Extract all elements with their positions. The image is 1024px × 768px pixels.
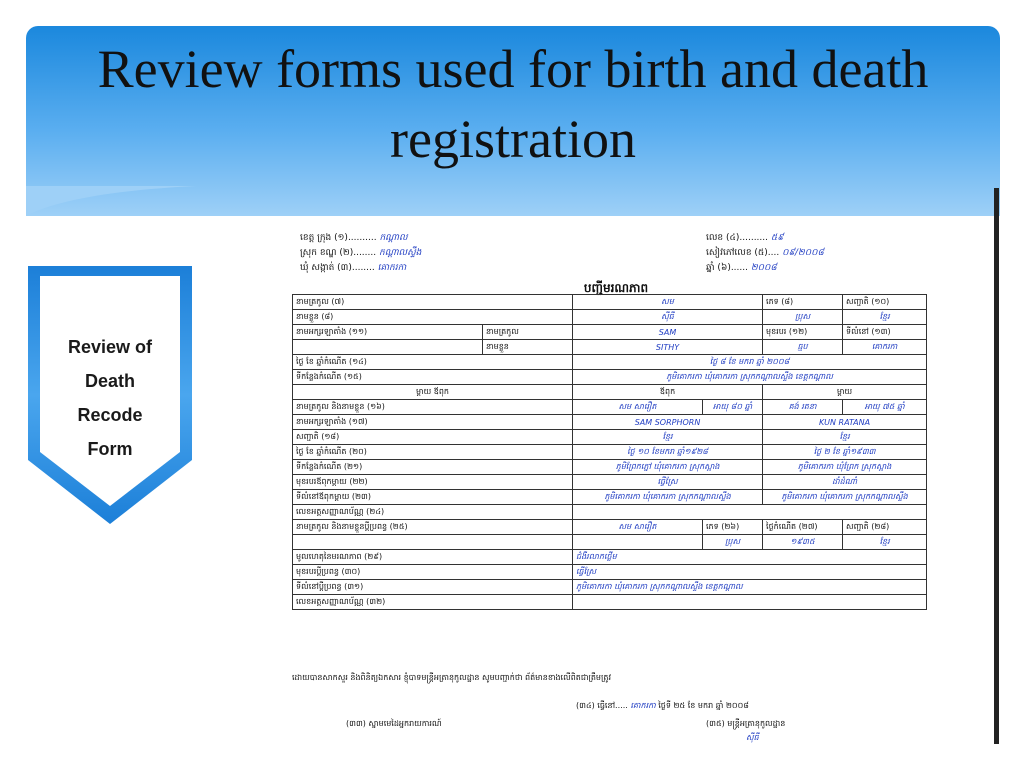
header-right-line: សៀវភៅលេខ (៥).... ០៩/២០០៨ <box>706 248 824 258</box>
table-row: ថ្ងៃ ខែ ឆ្នាំកំណើត (២០) ថ្ងៃ ១០ ខែមករា ឆ្នាំ១៩២៨ ថ្ងៃ ២ ខែ ឆ្នាំ១៩៣៣ <box>293 445 927 460</box>
table-row: សញ្ជាតិ (១៨) ខ្មែរ ខ្មែរ <box>293 430 927 445</box>
table-row: នាមខ្លួន SITHY ធ្មប គោករកា <box>293 340 927 355</box>
signature-officer-value: ស៊ីធី <box>746 733 759 742</box>
table-row: នាមអក្សរឡាតាំង (១៧) SAM SORPHORN KUN RATANA <box>293 415 927 430</box>
death-record-table <box>292 294 927 610</box>
death-record-form-image <box>276 220 936 746</box>
header-right-line: ឆ្នាំ (៦)...... ២០០៨ <box>706 263 777 273</box>
table-row: ទីលំនៅឪពុកម្ដាយ (២៣) ភូមិគោករកា ឃុំគោករកា ស្រុកកណ្ដាលស្ទឹង ភូមិគោករកា ឃុំគោករកា ស្រុកកណ្ដាលស្ទឹង <box>293 490 927 505</box>
table-row: លេខអត្តសញ្ញាណប័ណ្ណ (២៤) <box>293 505 927 520</box>
header-left-line: ឃុំ សង្កាត់ (៣)........ គោករកា <box>300 263 407 273</box>
chevron-label <box>48 330 172 466</box>
signature-officer: (៣៥) មន្ត្រីអត្រានុកូលដ្ឋាន <box>706 719 786 728</box>
signature-informant: (៣៣) ស្នាមមេដៃអ្នករាយការណ៍ <box>346 719 442 728</box>
table-row: នាមត្រកូល និងនាមខ្លួន (១៦) សម សារឿត អាយុ ៨០ ឆ្នាំ គង់ រតនា អាយុ ៧៥ ឆ្នាំ <box>293 400 927 415</box>
table-row: នាមខ្លួន (៨) ស៊ីធី ប្រុស ខ្មែរ <box>293 310 927 325</box>
header-left-line: ស្រុក ខណ្ឌ (២)........ កណ្ដាលស្ទឹង <box>300 248 422 258</box>
chevron-line: Form <box>87 439 133 459</box>
footer-note: ដោយបានសាកសួរ និងពិនិត្យឯកសារ ខ្ញុំបាទមន្ត្រីអត្រានុកូលដ្ឋាន សូមបញ្ជាក់ថា ព័ត៌មានខាងលើពិតជាត្រឹមត្រូវ <box>292 673 611 682</box>
slide-title: Review forms used for birth and death registration <box>97 39 929 169</box>
table-row: មុខរបរប្ដីប្រពន្ធ (៣០) ធ្វើស្រែ <box>293 565 927 580</box>
table-row: នាមត្រកូល (៧) សម ភេទ (៨) សញ្ជាតិ (១០) <box>293 295 927 310</box>
table-row: ថ្ងៃ ខែ ឆ្នាំកំណើត (១៤) ថ្ងៃ ៨ ខែ មករា ឆ្នាំ ២០០៨ <box>293 355 927 370</box>
table-row: ម្ដាយ ឪពុក ឪពុក ម្ដាយ <box>293 385 927 400</box>
footer-date: (៣៤) ធ្វើនៅ..... គោករកា ថ្ងៃទី ២៥ ខែ មករា ឆ្នាំ ២០០៨ <box>576 701 749 710</box>
table-row: ទីកន្លែងកំណើត (១៥) ភូមិគោករកា ឃុំគោករកា ស្រុកកណ្ដាលស្ទឹង ខេត្តកណ្ដាល <box>293 370 927 385</box>
chevron-line: Death <box>84 371 135 391</box>
right-edge-bar <box>994 188 999 744</box>
table-row: នាមអក្សរឡាតាំង (១១) នាមត្រកូល SAM មុខរបរ (១២) ទីលំនៅ (១៣) <box>293 325 927 340</box>
table-row: លេខអត្តសញ្ញាណប័ណ្ណ (៣២) <box>293 595 927 610</box>
table-row: ប្រុស ១៩៣៥ ខ្មែរ <box>293 535 927 550</box>
table-row: ទីលំនៅប្ដីប្រពន្ធ (៣១) ភូមិគោករកា ឃុំគោករកា ស្រុកកណ្ដាលស្ទឹង ខេត្តកណ្ដាល <box>293 580 927 595</box>
header-left-line: ខេត្ត ក្រុង (១).......... កណ្ដាល <box>300 233 408 243</box>
header-right-line: លេខ (៤).......... ៥៩ <box>706 233 784 243</box>
table-row: នាមត្រកូល និងនាមខ្លួនប្ដីប្រពន្ធ (២៥) សម សារឿត ភេទ (២៦) ថ្ងៃកំណើត (២៧) សញ្ជាតិ (២៨) <box>293 520 927 535</box>
table-row: មុខរបរឪពុកម្ដាយ (២២) ធ្វើស្រែ ដាំដំណាំ <box>293 475 927 490</box>
chevron-line: Review of <box>67 337 153 357</box>
form-title: បញ្ជីមរណភាព <box>583 281 649 295</box>
table-row: ទីកន្លែងកំណើត (២១) ភូមិព្រែកភ្នៅ ឃុំគោករកា ស្រុកស្អាង ភូមិគោករកា ឃុំព្រែក ស្រុកស្អាង <box>293 460 927 475</box>
table-row: មូលហេតុនៃមរណភាព (២៩) ជំងឺរលាកថ្លើម <box>293 550 927 565</box>
chevron-line: Recode <box>77 405 143 425</box>
